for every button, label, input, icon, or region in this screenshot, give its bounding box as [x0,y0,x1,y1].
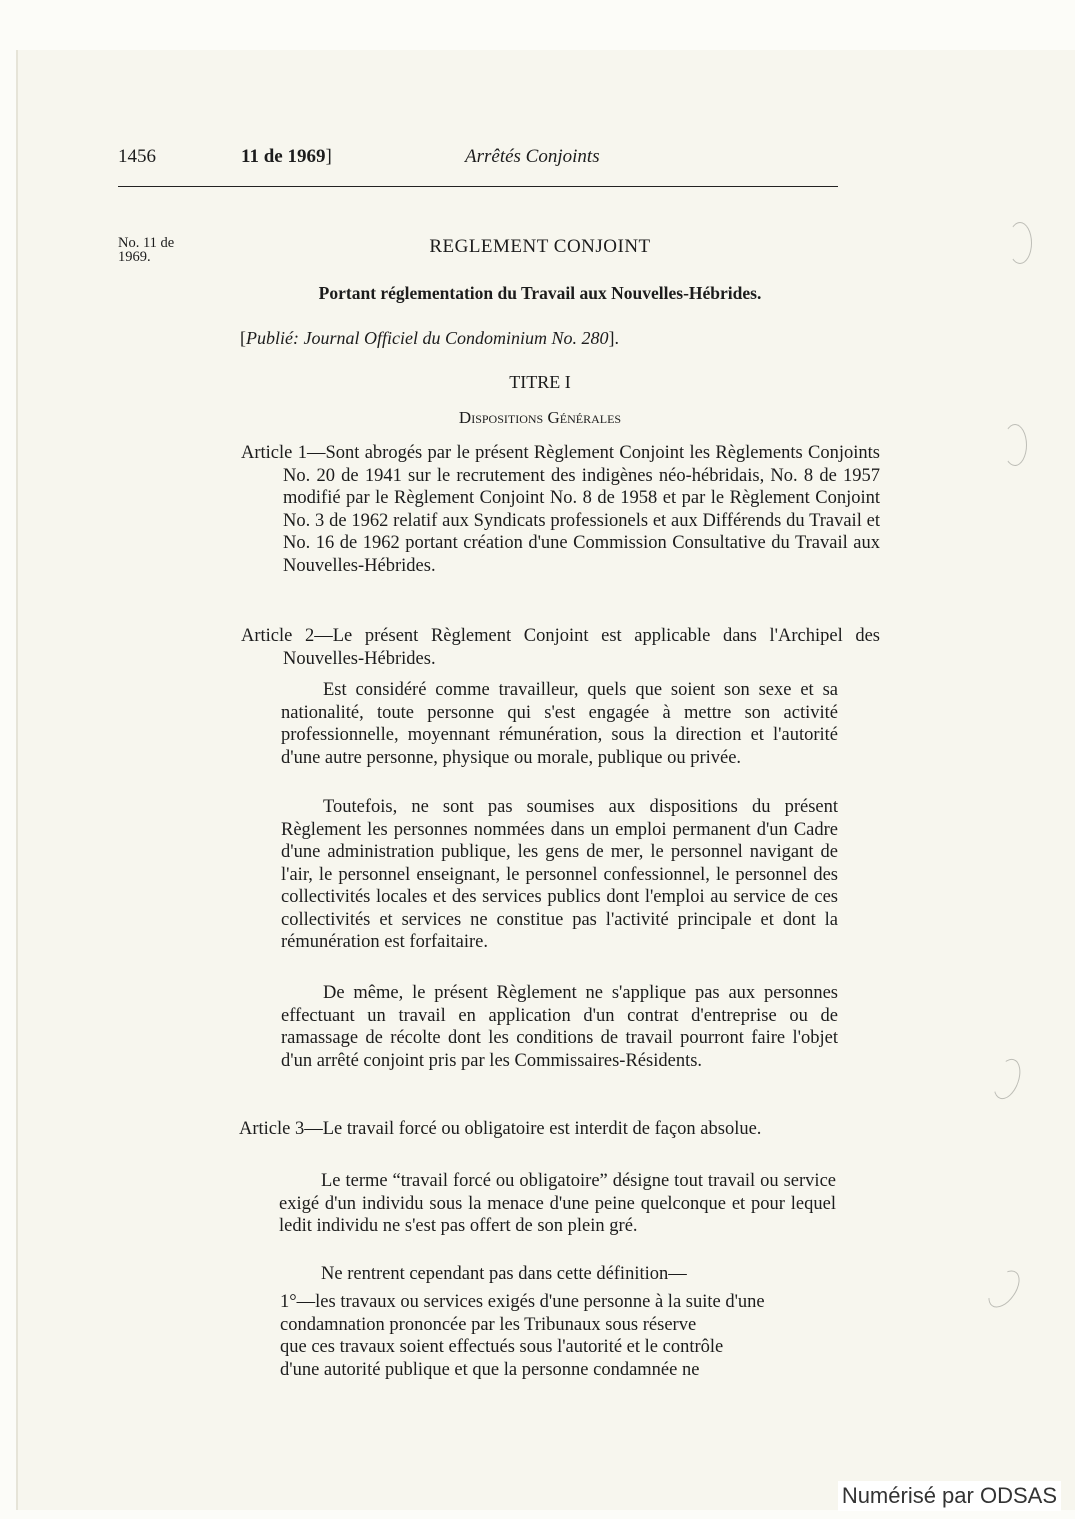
article-2-paragraph: De même, le présent Règlement ne s'applique pas aux personnes effectuant un travail en application d'un contrat d'entreprise ou de ramassage de récolte dont les conditions de travail pourront faire l'objet d'un arrêté conjoint pris par les Commissaires-Résidents. [281,983,838,1071]
binder-hole [1003,424,1027,466]
article-1: Article 1—Sont abrogés par le présent Règlement Conjoint les Règlements Conjoints No. 20 de 1941 sur le recrutement des indigènes néo-hébridais, No. 8 de 1957 modifié par le Règlement Conjoint No. 8 de 1958 et par le Règlement Conjoint No. 3 de 1962 relatif aux Syndicats professionels et aux Différends du Travail et No. 16 de 1962 portant création d'une Commission Consultative du Travail aux Nouvelles-Hébrides. [241,443,880,576]
article-3: Article 3—Le travail forcé ou obligatoire est interdit de façon absolue. [239,1119,762,1139]
article-3-intro: Ne rentrent cependant pas dans cette définition— [321,1264,687,1284]
article-2-paragraph: Toutefois, ne sont pas soumises aux dispositions du présent Règlement les personnes nommées dans un emploi permanent d'un Cadre d'une administration publique, les gens de mer, le personnel navigant de l'air, le personnel enseignant, le personnel confessionnel, le personnel des collectivités locales et des services publics dont l'emploi au service de ces collectivités et services ne constitue pas l'activité principale et dont la rémunération est forfaitaire. [281,797,838,952]
article-2: Article 2—Le présent Règlement Conjoint est applicable dans l'Archipel des Nouvelles-Hébrides. [241,626,880,669]
article-3-paragraph: Le terme “travail forcé ou obligatoire” désigne tout travail ou service exigé d'un individu sous la menace d'une peine quelconque et pour lequel ledit individu ne s'est pas offert de son plein gré. [279,1171,836,1236]
titre-name: Dispositions Générales [458,408,622,427]
header-title: Arrêtés Conjoints [465,146,600,167]
document-title: REGLEMENT CONJOINT [429,236,651,257]
digitization-watermark: Numérisé par ODSAS [838,1481,1061,1511]
article-3-item-1: 1°—les travaux ou services exigés d'une personne à la suite d'une condamnation prononcée par les Tribunaux sous réserve que ces travaux soient effectués sous l'autorité et le contrôle d'une autorité publique et que la personne condamnée ne [280,1292,765,1380]
running-header [118,146,838,172]
page-number: 1456 [118,146,156,167]
article-2-paragraph: Est considéré comme travailleur, quels que soient son sexe et sa nationalité, toute personne qui s'est engagée à mettre son activité professionnelle, moyennant rémunération, sous la direction et l'autorité d'une autre personne, physique ou morale, publique ou privée. [281,680,838,768]
marginal-note: No. 11 de 1969. [118,235,175,265]
titre-number: TITRE I [509,372,571,392]
header-reference: 11 de 1969] [241,146,332,167]
document-subtitle: Portant réglementation du Travail aux Nouvelles-Hébrides. [318,283,762,303]
binder-hole [1008,222,1032,264]
publication-note: [Publié: Journal Officiel du Condominium No. 280]. [240,328,619,348]
header-rule [118,186,838,187]
